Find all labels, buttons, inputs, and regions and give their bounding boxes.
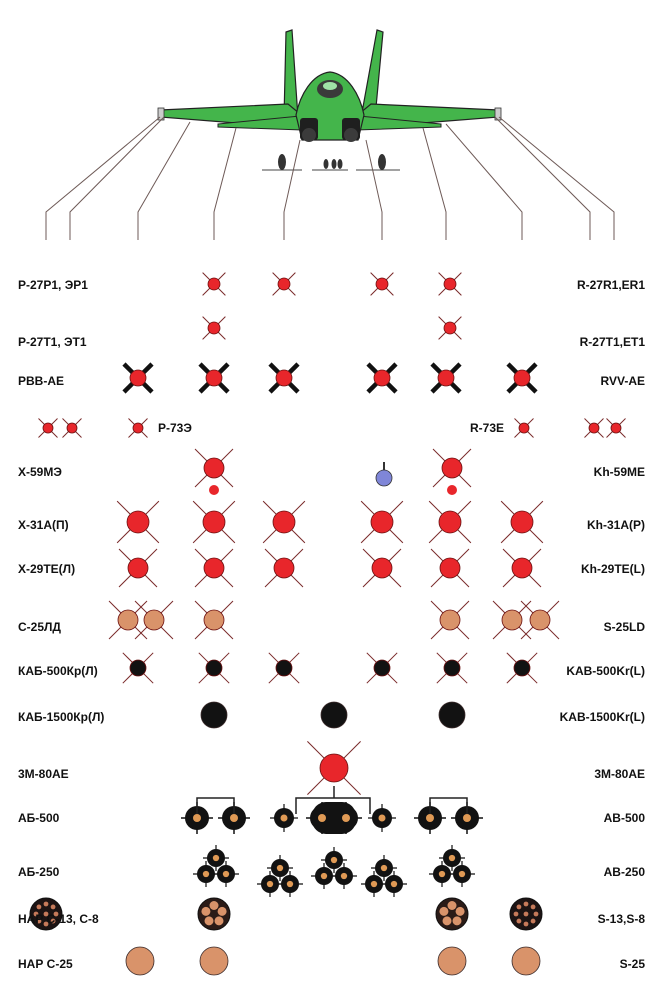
- missile-mark: [367, 653, 397, 683]
- missile-mark: [123, 653, 153, 683]
- missile-mark: [117, 501, 159, 543]
- missile-mark: [439, 273, 462, 296]
- label-right-ab500: AB-500: [603, 811, 645, 825]
- label-right-kh29te: Kh-29TE(L): [581, 562, 645, 576]
- missile-mark: [363, 549, 401, 587]
- label-left-kab500: КАБ-500Кр(Л): [18, 664, 98, 678]
- label-right-rvv-ae: RVV-AE: [600, 374, 645, 388]
- label-right-3m80ae: 3M-80AE: [594, 767, 645, 781]
- label-left-3m80ae: 3М-80АЕ: [18, 767, 69, 781]
- label-right-kh31a: Kh-31A(P): [586, 518, 645, 532]
- missile-mark: [607, 419, 626, 438]
- missile-mark: [269, 653, 299, 683]
- missile-mark: [507, 653, 537, 683]
- label-left-r27r1: Р-27Р1, ЭР1: [18, 278, 88, 292]
- label-left-s13-s8: НАР С-13, С-8: [18, 912, 99, 926]
- label-left-kh29te: Х-29ТЕ(Л): [18, 562, 76, 576]
- label-left-r73e: Р-73Э: [158, 421, 192, 435]
- missile-mark: [493, 601, 531, 639]
- missile-mark: [431, 601, 469, 639]
- label-right-r27t1: R-27T1,ET1: [579, 335, 645, 349]
- missile-mark: [433, 449, 471, 495]
- rvv-ae-mark: [270, 364, 298, 392]
- missile-mark: [193, 501, 235, 543]
- kab1500-mark: [201, 702, 227, 728]
- rocket-pod-mark: [198, 898, 230, 930]
- missile-mark: [361, 501, 403, 543]
- label-right-ab250: AB-250: [603, 865, 645, 879]
- missile-mark: [265, 549, 303, 587]
- label-right-s25ld: S-25LD: [603, 620, 645, 634]
- missile-mark: [437, 653, 467, 683]
- aircraft-stores: [262, 154, 400, 170]
- label-left-kh31a: Х-31А(П): [18, 518, 69, 532]
- label-left-s25ld: С-25ЛД: [18, 620, 61, 634]
- label-right-kh59me: Kh-59ME: [593, 465, 645, 479]
- missile-mark: [521, 601, 559, 639]
- kh59-pod-mark: [376, 462, 392, 486]
- missile-mark: [195, 449, 233, 495]
- missile-mark: [119, 549, 157, 587]
- missile-mark: [39, 419, 58, 438]
- label-right-kab500: KAB-500Kr(L): [566, 664, 645, 678]
- s25-mark: [200, 947, 228, 975]
- missile-mark: [439, 317, 462, 340]
- ab250-bomb-mark: [270, 804, 298, 832]
- missile-mark: [273, 273, 296, 296]
- missile-mark: [199, 653, 229, 683]
- missile-mark: [431, 549, 469, 587]
- s25-mark: [512, 947, 540, 975]
- kab1500-mark: [321, 702, 347, 728]
- missile-mark: [501, 501, 543, 543]
- missile-mark: [515, 419, 534, 438]
- missile-mark: [203, 273, 226, 296]
- missile-mark: [129, 419, 148, 438]
- s25-mark: [126, 947, 154, 975]
- label-left-ab500: АБ-500: [18, 811, 60, 825]
- weapon-symbols: [30, 273, 626, 975]
- ab500-center-pair: [312, 802, 356, 834]
- rvv-ae-mark: [432, 364, 460, 392]
- missile-mark: [503, 549, 541, 587]
- label-right-kab1500: KAB-1500Kr(L): [559, 710, 645, 724]
- missile-mark: [195, 601, 233, 639]
- aircraft-topview: [158, 30, 501, 142]
- rvv-ae-mark: [368, 364, 396, 392]
- rvv-ae-mark: [124, 364, 152, 392]
- missile-mark: [63, 419, 82, 438]
- missile-mark: [203, 317, 226, 340]
- label-right-s13-s8: S-13,S-8: [597, 912, 645, 926]
- label-left-kh59me: Х-59МЭ: [18, 465, 62, 479]
- label-right-r27r1: R-27R1,ER1: [576, 278, 645, 292]
- missile-mark: [585, 419, 604, 438]
- rvv-ae-mark: [508, 364, 536, 392]
- missile-mark: [371, 273, 394, 296]
- s25-mark: [438, 947, 466, 975]
- label-right-r73e: R-73E: [470, 421, 505, 435]
- label-left-r27t1: Р-27Т1, ЭТ1: [18, 335, 87, 349]
- missile-mark: [195, 549, 233, 587]
- label-right-s25: S-25: [619, 957, 645, 971]
- rvv-ae-mark: [200, 364, 228, 392]
- label-left-s25: НАР С-25: [18, 957, 73, 971]
- label-left-ab250: АБ-250: [18, 865, 60, 879]
- kab1500-mark: [439, 702, 465, 728]
- ab250-bomb-mark: [368, 804, 396, 832]
- label-left-kab1500: КАБ-1500Кр(Л): [18, 710, 105, 724]
- missile-mark: [135, 601, 173, 639]
- missile-mark: [429, 501, 471, 543]
- label-left-rvv-ae: РВВ-АЕ: [18, 374, 65, 388]
- missile-mark: [263, 501, 305, 543]
- rocket-pod-mark: [436, 898, 468, 930]
- rocket-pod-mark: [510, 898, 542, 930]
